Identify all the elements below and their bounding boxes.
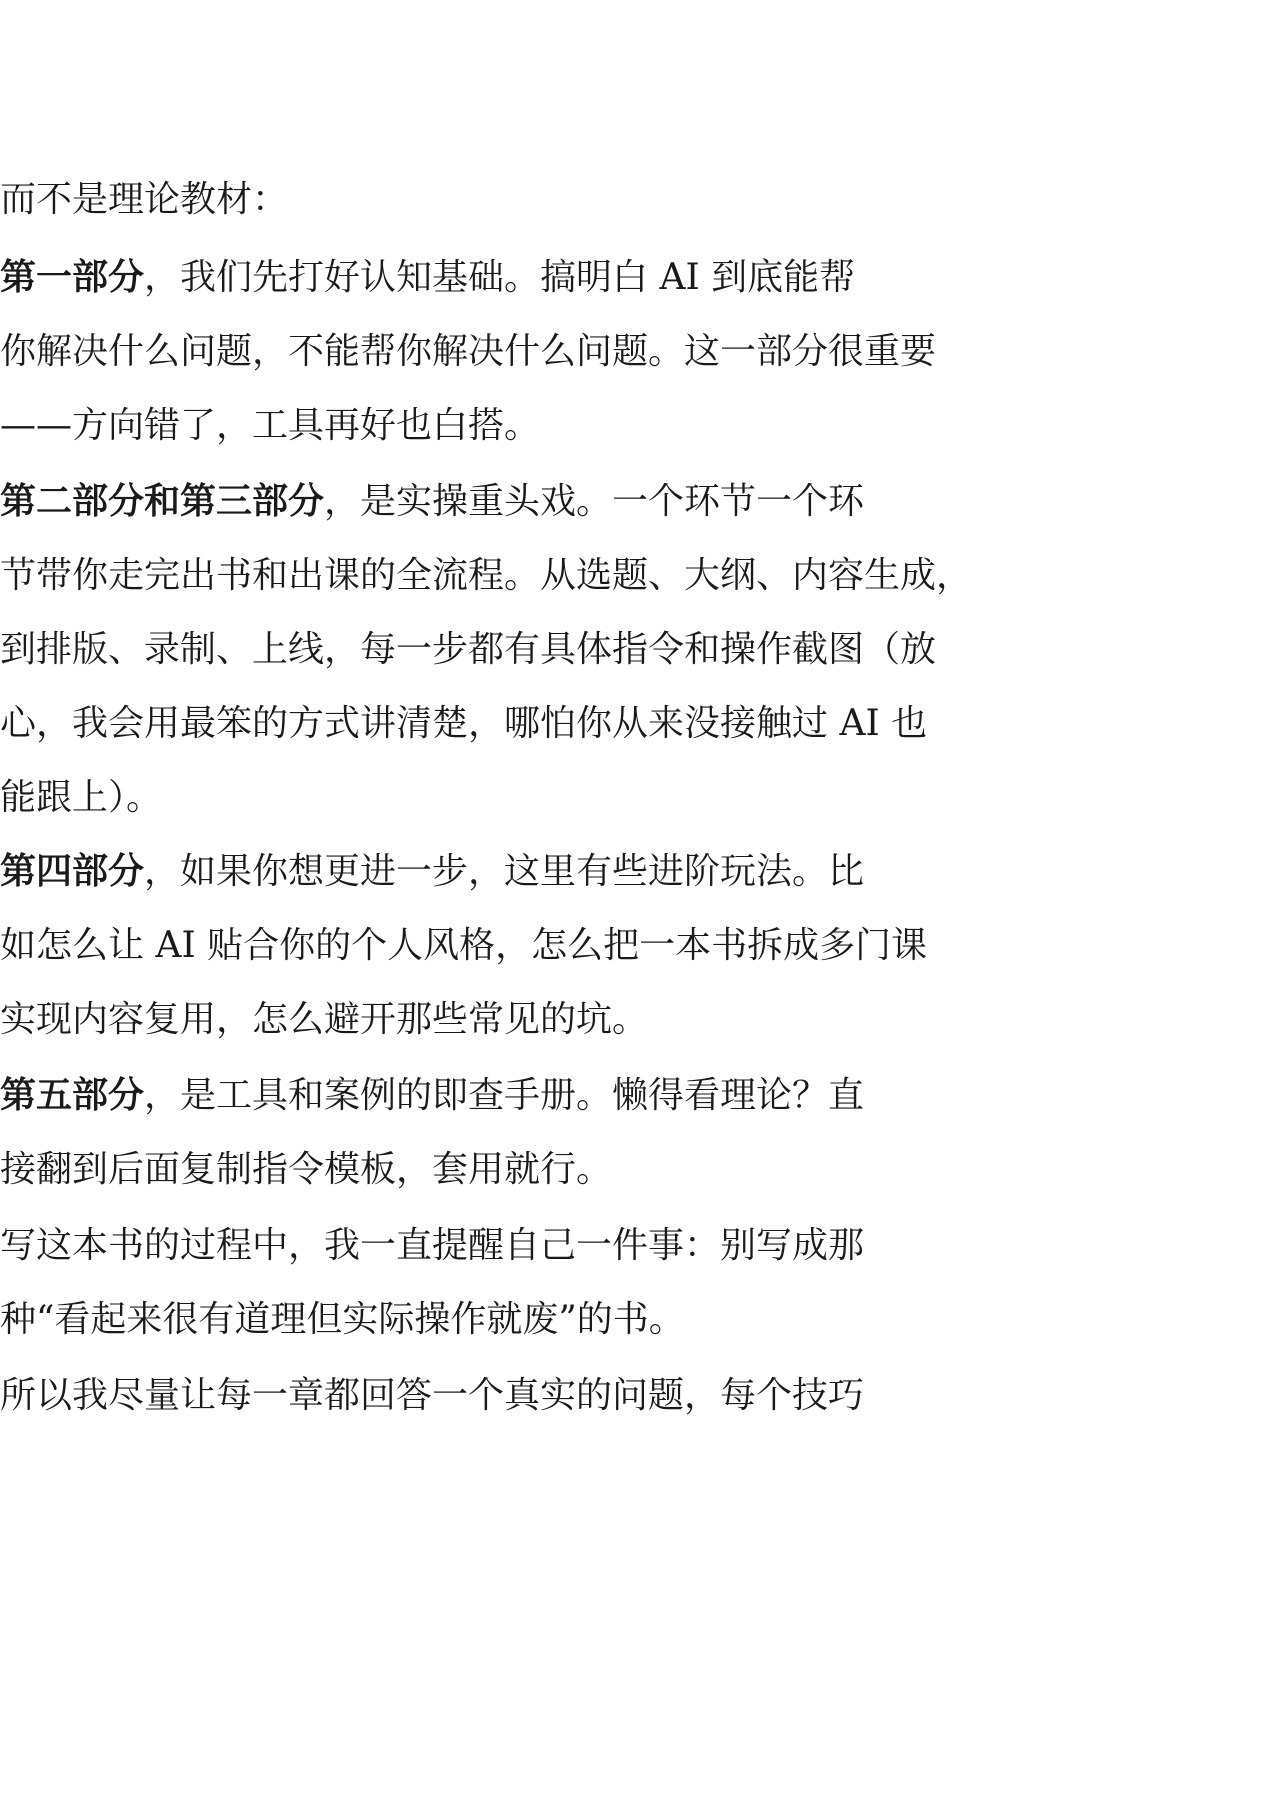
paragraph-line [0,916,1273,976]
paragraph-text: 心，我会用最笨的方式讲清楚，哪怕你从来没接触过 AI 也 [0,703,928,744]
paragraph-line [0,322,1273,382]
paragraph-text: 实现内容复用，怎么避开那些常见的坑。 [0,999,649,1040]
paragraph-line [0,1290,1273,1350]
paragraph-line [0,1066,1273,1126]
paragraph-text: 如怎么让 AI 贴合你的个人风格，怎么把一本书拆成多门课 [0,925,928,966]
paragraph-lead-line [0,842,865,902]
paragraph-line [0,694,1273,754]
paragraph-line [0,248,1273,308]
paragraph-text: ，是实操重头戏。一个环节一个环 [324,481,865,522]
paragraph-lead-line [0,472,865,532]
paragraph-text: 能跟上）。 [0,777,163,818]
paragraph-text: 接翻到后面复制指令模板，套用就行。 [0,1149,613,1190]
paragraph-lead-line [0,1066,865,1126]
part-heading: 第一部分 [0,257,145,298]
paragraph-text: ，是工具和案例的即查手册。懒得看理论？直 [144,1075,865,1116]
paragraph-lead-line [0,248,856,308]
paragraph-line [0,842,1273,902]
paragraph-text: ，如果你想更进一步，这里有些进阶玩法。比 [144,851,865,892]
part-heading: 第四部分 [0,851,145,892]
paragraph-text: 种“看起来很有道理但实际操作就废”的书。 [0,1299,685,1340]
paragraph-text: ——方向错了，工具再好也白搭。 [0,405,541,446]
paragraph-line [0,620,1273,680]
paragraph-line [0,768,1273,828]
paragraph-text: 到排版、录制、上线，每一步都有具体指令和操作截图（放 [0,629,937,670]
paragraph-line [0,1140,1273,1200]
paragraph-line [0,990,1273,1050]
paragraph-line [0,1216,1273,1276]
paragraph-text: 所以我尽量让每一章都回答一个真实的问题，每个技巧 [0,1375,865,1416]
paragraph-text: ，我们先打好认知基础。搞明白 AI 到底能帮 [144,257,856,298]
paragraph-text: 节带你走完出书和出课的全流程。从选题、大纲、内容生成， [0,555,973,596]
paragraph-line [0,472,1273,532]
paragraph-line [0,396,1273,456]
part-heading: 第二部分和第三部分 [0,481,325,522]
paragraph-line [0,170,1273,230]
part-heading: 第五部分 [0,1075,145,1116]
paragraph-text: 而不是理论教材： [0,179,289,220]
paragraph-text: 你解决什么问题，不能帮你解决什么问题。这一部分很重要 [0,331,937,372]
paragraph-line [0,546,1273,606]
paragraph-text: 写这本书的过程中，我一直提醒自己一件事：别写成那 [0,1225,865,1266]
paragraph-line [0,1366,1273,1426]
